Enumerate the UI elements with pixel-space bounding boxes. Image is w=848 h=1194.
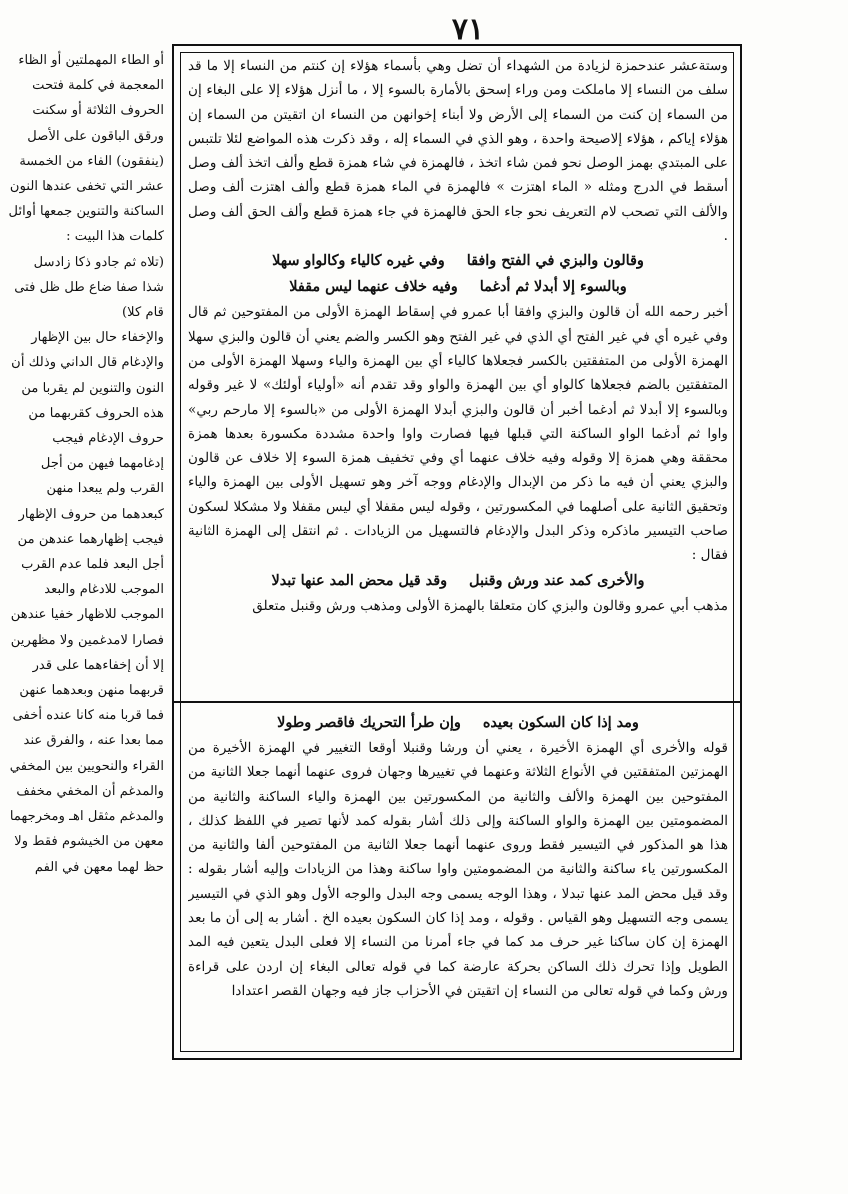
- margin-paragraph: (تلاه ثم جادو ذكا زادسل شذا صفا ضاع طل ظل فتى قام كلا): [14, 254, 164, 321]
- verse-hemistich-left: وفيه خلاف عنهما ليس مقفلا: [289, 278, 458, 296]
- verse-hemistich-left: وإن طرأ التحريك فاقصر وطولا: [277, 714, 461, 731]
- verse-hemistich-right: وبالسوء إلا أبدلا ثم أدغما: [479, 278, 627, 296]
- margin-paragraph: والإخفاء حال بين الإظهار والإدغام قال الداني وذلك أن النون والتنوين لم يقربا من هذه الحروف كقربهما من حروف الإدغام فيجب إدغامهما فيهن من أجل القرب ولم يبعدا منهن كبعدهما من حروف الإظهار فيجب إظهارهما عندهن من أجل البعد فلما عدم القرب الموجب للادغام والبعد الموجب للاظهار خفيا عندهن فصارا لامدغمين ولا مظهرين إلا أن إخفاءهما على قدر قربهما منهن وبعدهما عنهن فما قربا منه كانا عنده أخفى مما بعدا عنه ، والفرق عند القراء والنحويين بين المخفي والمدغم أن المخفي مخفف والمدغم مثقل اهـ ومخرجهما معهن من الخيشوم فقط ولا حظ لهما معهن في الفم: [9, 330, 164, 875]
- verse-hemistich-left: وفي غيره كالياء وكالواو سهلا: [272, 252, 445, 270]
- poem-verse-4: [188, 710, 728, 736]
- poem-verse-2: [188, 274, 728, 300]
- main-text-frame: [172, 44, 742, 1060]
- verse-hemistich-right: ومد إذا كان السكون بعيده: [482, 714, 639, 731]
- commentary-upper: [188, 54, 728, 694]
- poem-verse-3: [188, 568, 728, 594]
- commentary-paragraph: أخبر رحمه الله أن قالون والبزي وافقا أبا عمرو في إسقاط الهمزة الأولى من المفتوحين ثم قال وفي غيره أي في غير الفتح أي الذي في غير الفتح وهو الكسر والضم يعني أن قالون والبزي سهلا الهمزة الأولى من المتفقتين بالكسر فجعلاها كالياء أي بين الهمزة والياء وسهلا الهمزة الأولى من المتفقتين بالضم فجعلاها كالواو أي بين الهمزة والواو وقد تقدم أنه «أولياء أولئك» لا غير وقوله وبالسوء إلا أبدلا ثم أدغما أخبر أن قالون والبزي أبدلا الهمزة الأولى من «بالسوء إلا مارحم ربي» واوا ثم أدغما الواو الساكنة التي قبلها فيها فصارت واوا واحدة مشددة مكسورة بعدها همزة محققة وهي همزة إلا وقوله وفيه خلاف عنهما أي وفي تخفيف همزة السوء إلا خلاف عن قالون والبزي يعني أن فيه ما ذكر من الإبدال والإدغام ووجه آخر وهو تسهيل الأولى بين الهمزة والياء وتحقيق الثانية على أصلهما في المكسورتين ، وقوله ليس مقفلا أي ليس مقفلا ولا مشكلا لسكون صاحب التيسير ماذكره وذكر البدل والإدغام فالتسهيل من الزيادات . ثم انتقل إلى الهمزة الثانية فقال :: [188, 304, 728, 564]
- commentary-lower: [188, 710, 728, 1050]
- verse-hemistich-right: والأخرى كمد عند ورش وقنبل: [469, 571, 645, 589]
- page-number: ٧١: [451, 12, 485, 47]
- verse-hemistich-right: وقالون والبزي في الفتح وافقا: [466, 252, 644, 270]
- commentary-paragraph: قوله والأخرى أي الهمزة الأخيرة ، يعني أن ورشا وقنبلا أوقعا التغيير في الهمزة الأخيرة من الهمزتين المتفقتين في الأنواع الثلاثة وعنهما في تغييرها وجهان فروى عنهما أنهما جعلا الثانية من المفتوحين بين الهمزة والألف والثانية من المكسورتين بين الهمزة والياء الساكنة والثانية من المضمومتين بين الهمزة والواو الساكنة وإلى ذلك أشار بقوله كمد لأنها تصير في اللفظ كذلك ، هذا هو المذكور في التيسير فقط وروى عنهما أنهما جعلا الثانية من المفتوحين ألفا والثانية من المكسورتين ياء ساكنة والثانية من المضمومتين واوا ساكنة وهذا من الزيادات وإليه أشار بقوله : وقد قيل محض المد عنها تبدلا ، وهذا الوجه يسمى وجه البدل والوجه الأول وهو الذي في التيسير يسمى وجه التسهيل وهو القياس . وقوله ، ومد إذا كان السكون بعيده الخ . أشار به إلى أن ما بعد الهمزة إن كان ساكنا غير حرف مد كما في جاء أمرنا من النساء إلا فعلى البدل يتعين فيه المد الطويل وإذا تحرك ذلك الساكن بحركة عارضة كما في قوله تعالى البغاء إن اردن على قراءة ورش وكما في قوله تعالى من النساء إن اتقيتن في الأحزاب جاز فيه وجهان القصر اعتدادا: [188, 740, 728, 999]
- poem-verse-1: [188, 248, 728, 274]
- verse-hemistich-left: وقد قيل محض المد عنها تبدلا: [271, 571, 448, 589]
- commentary-paragraph: وستةعشر عندحمزة لزيادة من الشهداء أن تضل وهي بأسماء هؤلاء إن كنتم من النساء إلا ما قد سلف من النساء إلا ماملكت ومن وراء إسحق بالأمارة بالسوء إلا ، ما أنزل هؤلاء إلا على البغاء إن من السماء إن كنت من السماء إلى الأرض ولا أبناء إخوانهن من النساء ان اتقيتن من السماء إن هؤلاء إياكم ، هؤلاء إلاصيحة واحدة ، وهو الذي في السماء إله ، وقد ذكرت هذه المواضع لئلا تلتبس على المبتدي بهمز الوصل نحو فمن شاء اتخذ ، فالهمزة في شاء همزة قطع وألف اتخذ ألف وصل أسقط في الدرج ومثله « الماء اهتزت » فالهمزة في الماء همزة قطع وألف اهتزت ألف وصل والألف التي تصحب لام التعريف نحو جاء الحق فالهمزة في جاء همزة قطع وألف الحق ألف وصل .: [188, 58, 728, 245]
- margin-paragraph: أو الطاء المهملتين أو الظاء المعجمة في كلمة فتحت الحروف الثلاثة أو سكنت ورقق الباقون على الأصل (ينفقون) الفاء من الخمسة عشر التي تخفى عندها النون الساكنة والتنوين جمعها أوائل كلمات هذا البيت :: [8, 53, 164, 245]
- section-divider: [174, 701, 740, 703]
- commentary-paragraph: مذهب أبي عمرو وقالون والبزي كان متعلقا بالهمزة الأولى ومذهب ورش وقنبل متعلق: [252, 597, 728, 614]
- margin-commentary: [8, 48, 164, 1068]
